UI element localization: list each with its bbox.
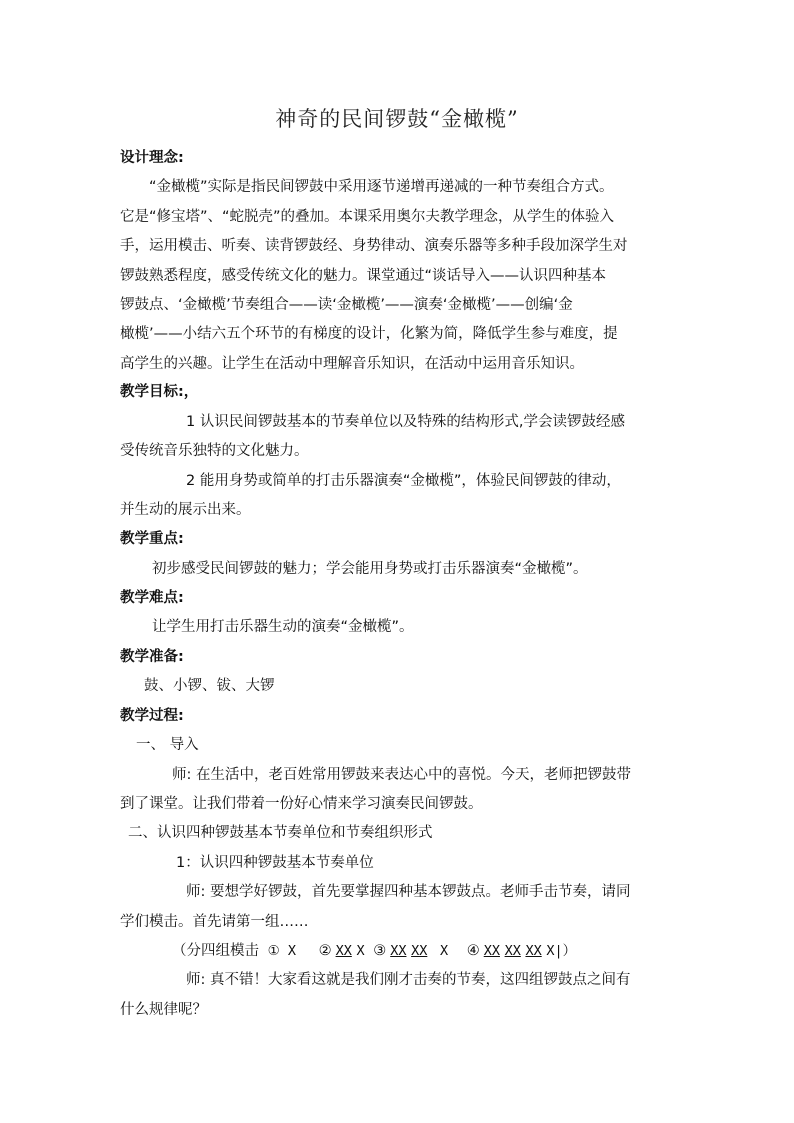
prep-heading: 教学准备: bbox=[120, 649, 184, 665]
goal-line: 1 认识民间锣鼓基本的节奏单位以及特殊的结构形式,学会读锣鼓经感 bbox=[186, 414, 625, 430]
goal-line: 2 能用身势或简单的打击乐器演奏“金橄榄”，体验民间锣鼓的律动， bbox=[186, 473, 621, 489]
step-two-line: 师: 要想学好锣鼓，首先要掌握四种基本锣鼓点。老师手击节奏，请同 bbox=[186, 884, 631, 900]
rhythm-prefix: （分四组模击 bbox=[172, 943, 259, 959]
design-line: 橄榄’——小结六五个环节的有梯度的设计，化繁为简，降低学生参与难度，提 bbox=[120, 326, 618, 342]
design-line: 锣鼓点、‘金橄榄’节奏组合——读‘金橄榄’——演奏‘金橄榄’——创编‘金 bbox=[120, 297, 573, 313]
process-heading: 教学过程: bbox=[120, 708, 184, 724]
design-heading: 设计理念: bbox=[120, 150, 184, 166]
closing-line: 师: 真不错！大家看这就是我们刚才击奏的节奏，这四组锣鼓点之间有 bbox=[186, 972, 631, 988]
rhythm-group-3-beat: X bbox=[439, 943, 449, 959]
design-line: 它是“修宝塔”、“蛇脱壳”的叠加。本课采用奥尔夫教学理念，从学生的体验入 bbox=[120, 209, 615, 225]
rhythm-group-4-beat: XX bbox=[504, 943, 521, 959]
rhythm-group-3-beat: XX bbox=[390, 943, 407, 959]
key-heading: 教学重点: bbox=[120, 531, 184, 547]
rhythm-group-2-marker: ② bbox=[318, 943, 332, 959]
step-two-subheading: 1：认识四种锣鼓基本节奏单位 bbox=[176, 855, 374, 871]
rhythm-group-4-beat: XX bbox=[483, 943, 500, 959]
design-line: “金橄榄”实际是指民间锣鼓中采用逐节递增再递减的一种节奏组合方式。 bbox=[149, 179, 614, 195]
rhythm-group-3-beat: XX bbox=[411, 943, 428, 959]
design-line: 手，运用模击、听奏、读背锣鼓经、身势律动、演奏乐器等多种手段加深学生对 bbox=[120, 238, 628, 254]
closing-line: 什么规律呢？ bbox=[120, 1002, 207, 1018]
key-text: 初步感受民间锣鼓的魅力；学会能用身势或打击乐器演奏“金橄榄”。 bbox=[152, 561, 588, 577]
rhythm-group-2-beat: XX bbox=[335, 943, 352, 959]
difficulty-text: 让学生用打击乐器生动的演奏“金橄榄”。 bbox=[152, 619, 414, 635]
rhythm-group-1: ① X bbox=[267, 943, 296, 959]
difficulty-heading: 教学难点: bbox=[120, 590, 184, 606]
goal-line: 并生动的展示出来。 bbox=[120, 502, 251, 518]
rhythm-group-3-marker: ③ bbox=[373, 943, 387, 959]
design-line: 高学生的兴趣。让学生在活动中理解音乐知识，在活动中运用音乐知识。 bbox=[120, 356, 584, 372]
goal-line: 受传统音乐独特的文化魅力。 bbox=[120, 443, 309, 459]
step-one-heading: 一、 导入 bbox=[136, 737, 199, 753]
rhythm-group-2-beat: X bbox=[356, 943, 365, 959]
rhythm-group-4-end: X|） bbox=[546, 943, 577, 959]
rhythm-group-4-beat: XX bbox=[525, 943, 542, 959]
goals-heading: 教学目标:， bbox=[120, 384, 199, 400]
design-line: 锣鼓熟悉程度，感受传统文化的魅力。课堂通过“谈话导入——认识四种基本 bbox=[120, 268, 607, 284]
rhythm-pattern-line bbox=[172, 939, 580, 960]
rhythm-group-4-marker: ④ bbox=[466, 943, 480, 959]
prep-text: 鼓、小锣、钹、大锣 bbox=[144, 678, 275, 694]
step-one-line: 到了课堂。让我们带着一份好心情来学习演奏民间锣鼓。 bbox=[120, 796, 483, 812]
step-two-line: 学们模击。首先请第一组…… bbox=[120, 914, 309, 930]
step-one-line: 师: 在生活中，老百姓常用锣鼓来表达心中的喜悦。今天，老师把锣鼓带 bbox=[172, 767, 631, 783]
step-two-heading: 二、认识四种锣鼓基本节奏单位和节奏组织形式 bbox=[128, 825, 433, 841]
document-title: 神奇的民间锣鼓“金橄榄” bbox=[275, 107, 519, 131]
